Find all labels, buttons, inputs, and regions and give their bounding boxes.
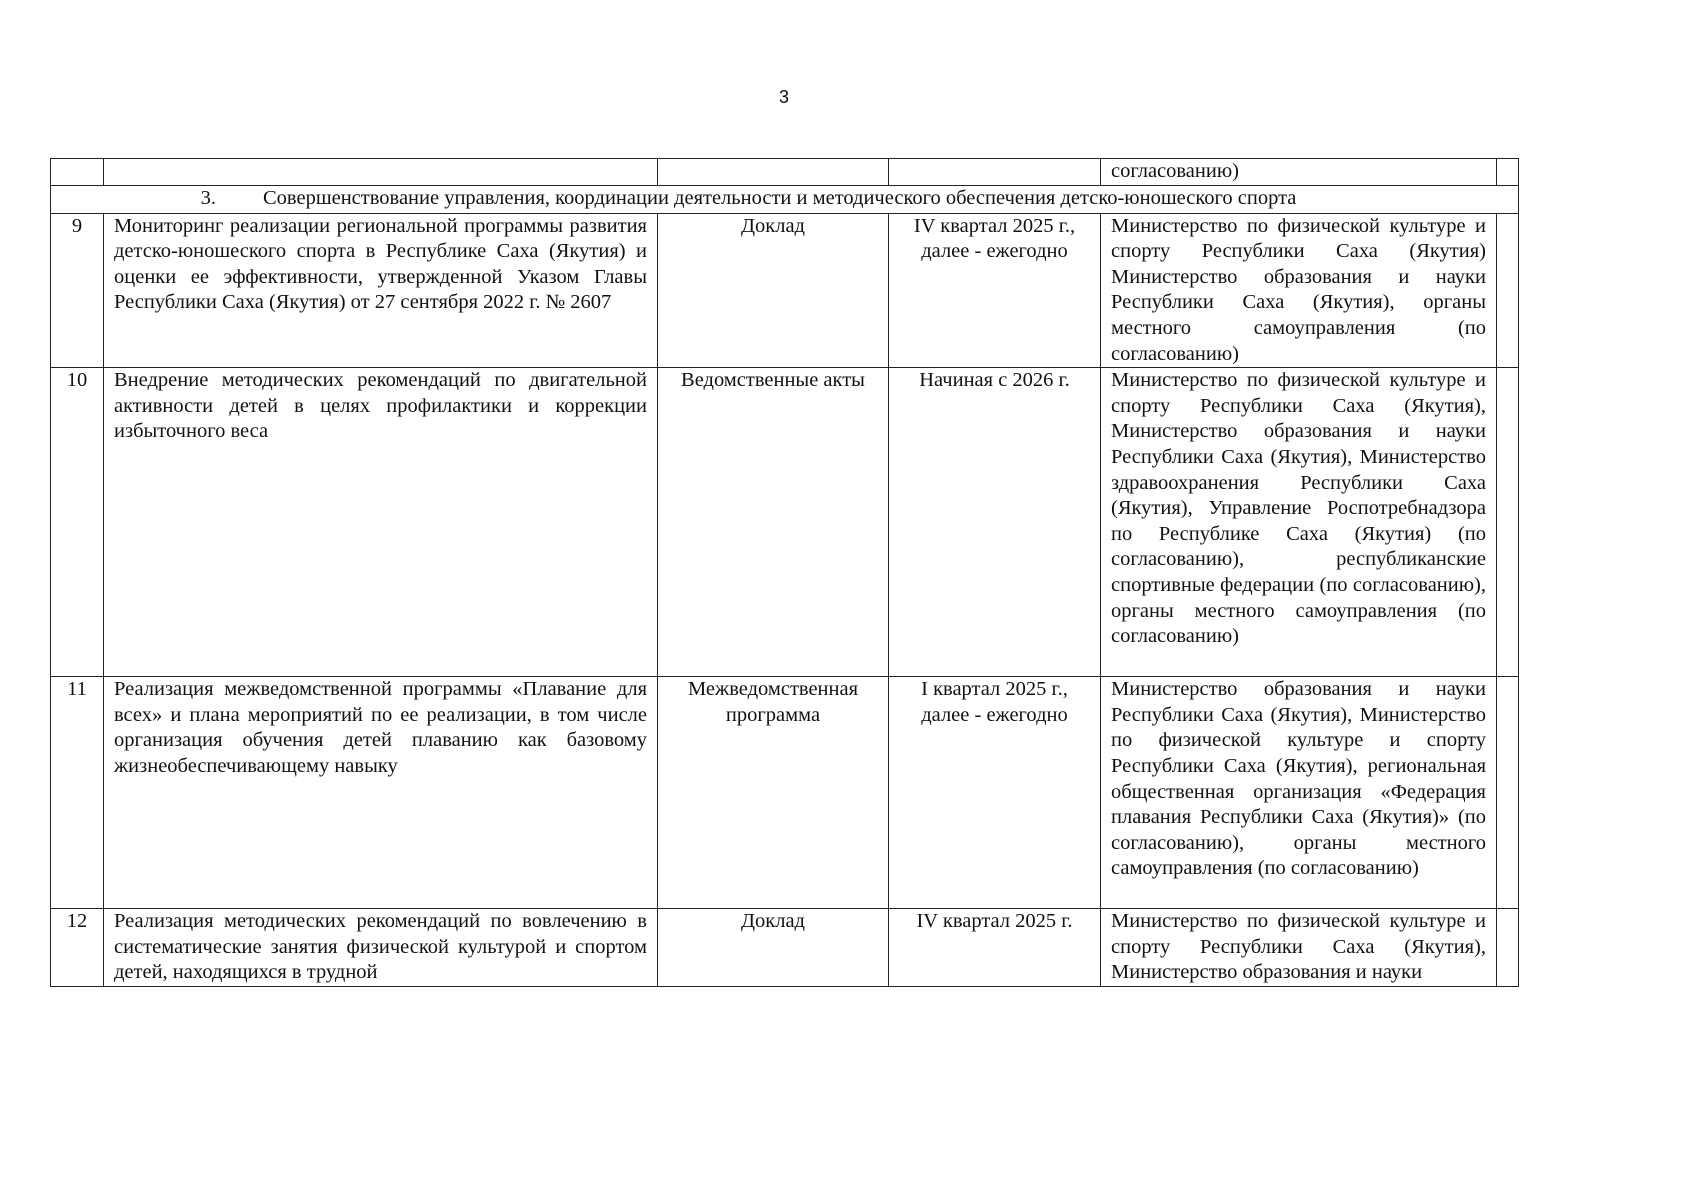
cell-number (51, 909, 104, 987)
cell-executors (1101, 368, 1497, 677)
section-number: 3. (200, 186, 216, 209)
cell-executors (1101, 159, 1497, 186)
deadline-text: I квартал 2025 г., далее - ежегодно (921, 678, 1068, 726)
cell-event (104, 368, 658, 677)
table-row-continuation (51, 159, 1519, 186)
cell-deadline (889, 368, 1101, 677)
cell-executors (1101, 677, 1497, 909)
cell-deadline (889, 213, 1101, 368)
action-plan-table (50, 158, 1519, 987)
table-row (51, 368, 1519, 677)
event-text: Мониторинг реализации региональной программы развития детско-юношеского спорта в Республике Саха (Якутия) и оценки ее эффективности, утвержденной Указом Главы Республики Саха (Якутия) от 27 сентября 2022 г. № 2607 (114, 214, 647, 314)
cell-number (51, 677, 104, 909)
deadline-text: Начиная с 2026 г. (919, 369, 1070, 392)
result-form-text: Доклад (741, 910, 805, 933)
deadline-text: IV квартал 2025 г. (916, 910, 1073, 933)
cell-deadline (889, 677, 1101, 909)
section-heading (51, 185, 1519, 213)
section-header-row (51, 185, 1519, 213)
event-text: Реализация межведомственной программы «Плавание для всех» и плана мероприятий по ее реализации, в том числе организация обучения детей плаванию как базовому жизнеобеспечивающему навыку (114, 678, 647, 777)
cell-number (51, 368, 104, 677)
cell-extra (1497, 159, 1519, 186)
cell-extra (1497, 909, 1519, 987)
executors-text: Министерство по физической культуре и спорту Республики Саха (Якутия), Министерство образования и науки Республики Саха (Якутия), Министерство здравоохранения Республики Саха (Якутия), Управление Роспотребнадзора по Республике Саха (Якутия) (по согласованию), республиканские спортивные федерации (по согласованию), органы местного самоуправления (по согласованию) (1111, 369, 1486, 648)
row-number: 9 (71, 214, 83, 237)
cell-number (51, 159, 104, 186)
cell-result-form (658, 213, 889, 368)
cell-result-form (658, 159, 889, 186)
executors-text: согласованию) (1111, 160, 1239, 182)
cell-event (104, 909, 658, 987)
table-row (51, 909, 1519, 987)
result-form-text: Межведомственная программа (687, 678, 859, 726)
cell-deadline (889, 159, 1101, 186)
cell-extra (1497, 677, 1519, 909)
cell-extra (1497, 213, 1519, 368)
row-number: 12 (66, 910, 88, 933)
section-title: Совершенствование управления, координации деятельности и методического обеспечения детско-юношеского спорта (263, 186, 1297, 209)
cell-event (104, 159, 658, 186)
cell-number (51, 213, 104, 368)
event-text: Внедрение методических рекомендаций по двигательной активности детей в целях профилактики и коррекции избыточного веса (114, 369, 647, 443)
cell-result-form (658, 909, 889, 987)
executors-text: Министерство по физической культуре и спорту Республики Саха (Якутия) Министерство образования и науки Республики Саха (Якутия), органы местного самоуправления (по согласованию) (1111, 214, 1486, 365)
cell-executors (1101, 213, 1497, 368)
cell-deadline (889, 909, 1101, 987)
result-form-text: Доклад (741, 214, 805, 237)
event-text: Реализация методических рекомендаций по вовлечению в систематические занятия физической культурой и спортом детей, находящихся в трудной (114, 910, 647, 984)
row-number: 11 (67, 678, 87, 701)
result-form-text: Ведомственные акты (681, 369, 865, 392)
table-row (51, 677, 1519, 909)
cell-result-form (658, 368, 889, 677)
row-number: 10 (66, 369, 88, 392)
cell-event (104, 677, 658, 909)
cell-executors (1101, 909, 1497, 987)
executors-text: Министерство образования и науки Республики Саха (Якутия), Министерство по физической культуре и спорту Республики Саха (Якутия), региональная общественная организация «Федерация плавания Республики Саха (Якутия)» (по согласованию), органы местного самоуправления (по согласованию) (1111, 678, 1486, 880)
page-number: 3 (778, 87, 789, 107)
cell-event (104, 213, 658, 368)
table-row (51, 213, 1519, 368)
deadline-text: IV квартал 2025 г., далее - ежегодно (913, 214, 1076, 263)
executors-text: Министерство по физической культуре и спорту Республики Саха (Якутия), Министерство образования и науки (1111, 910, 1486, 984)
cell-extra (1497, 368, 1519, 677)
cell-result-form (658, 677, 889, 909)
